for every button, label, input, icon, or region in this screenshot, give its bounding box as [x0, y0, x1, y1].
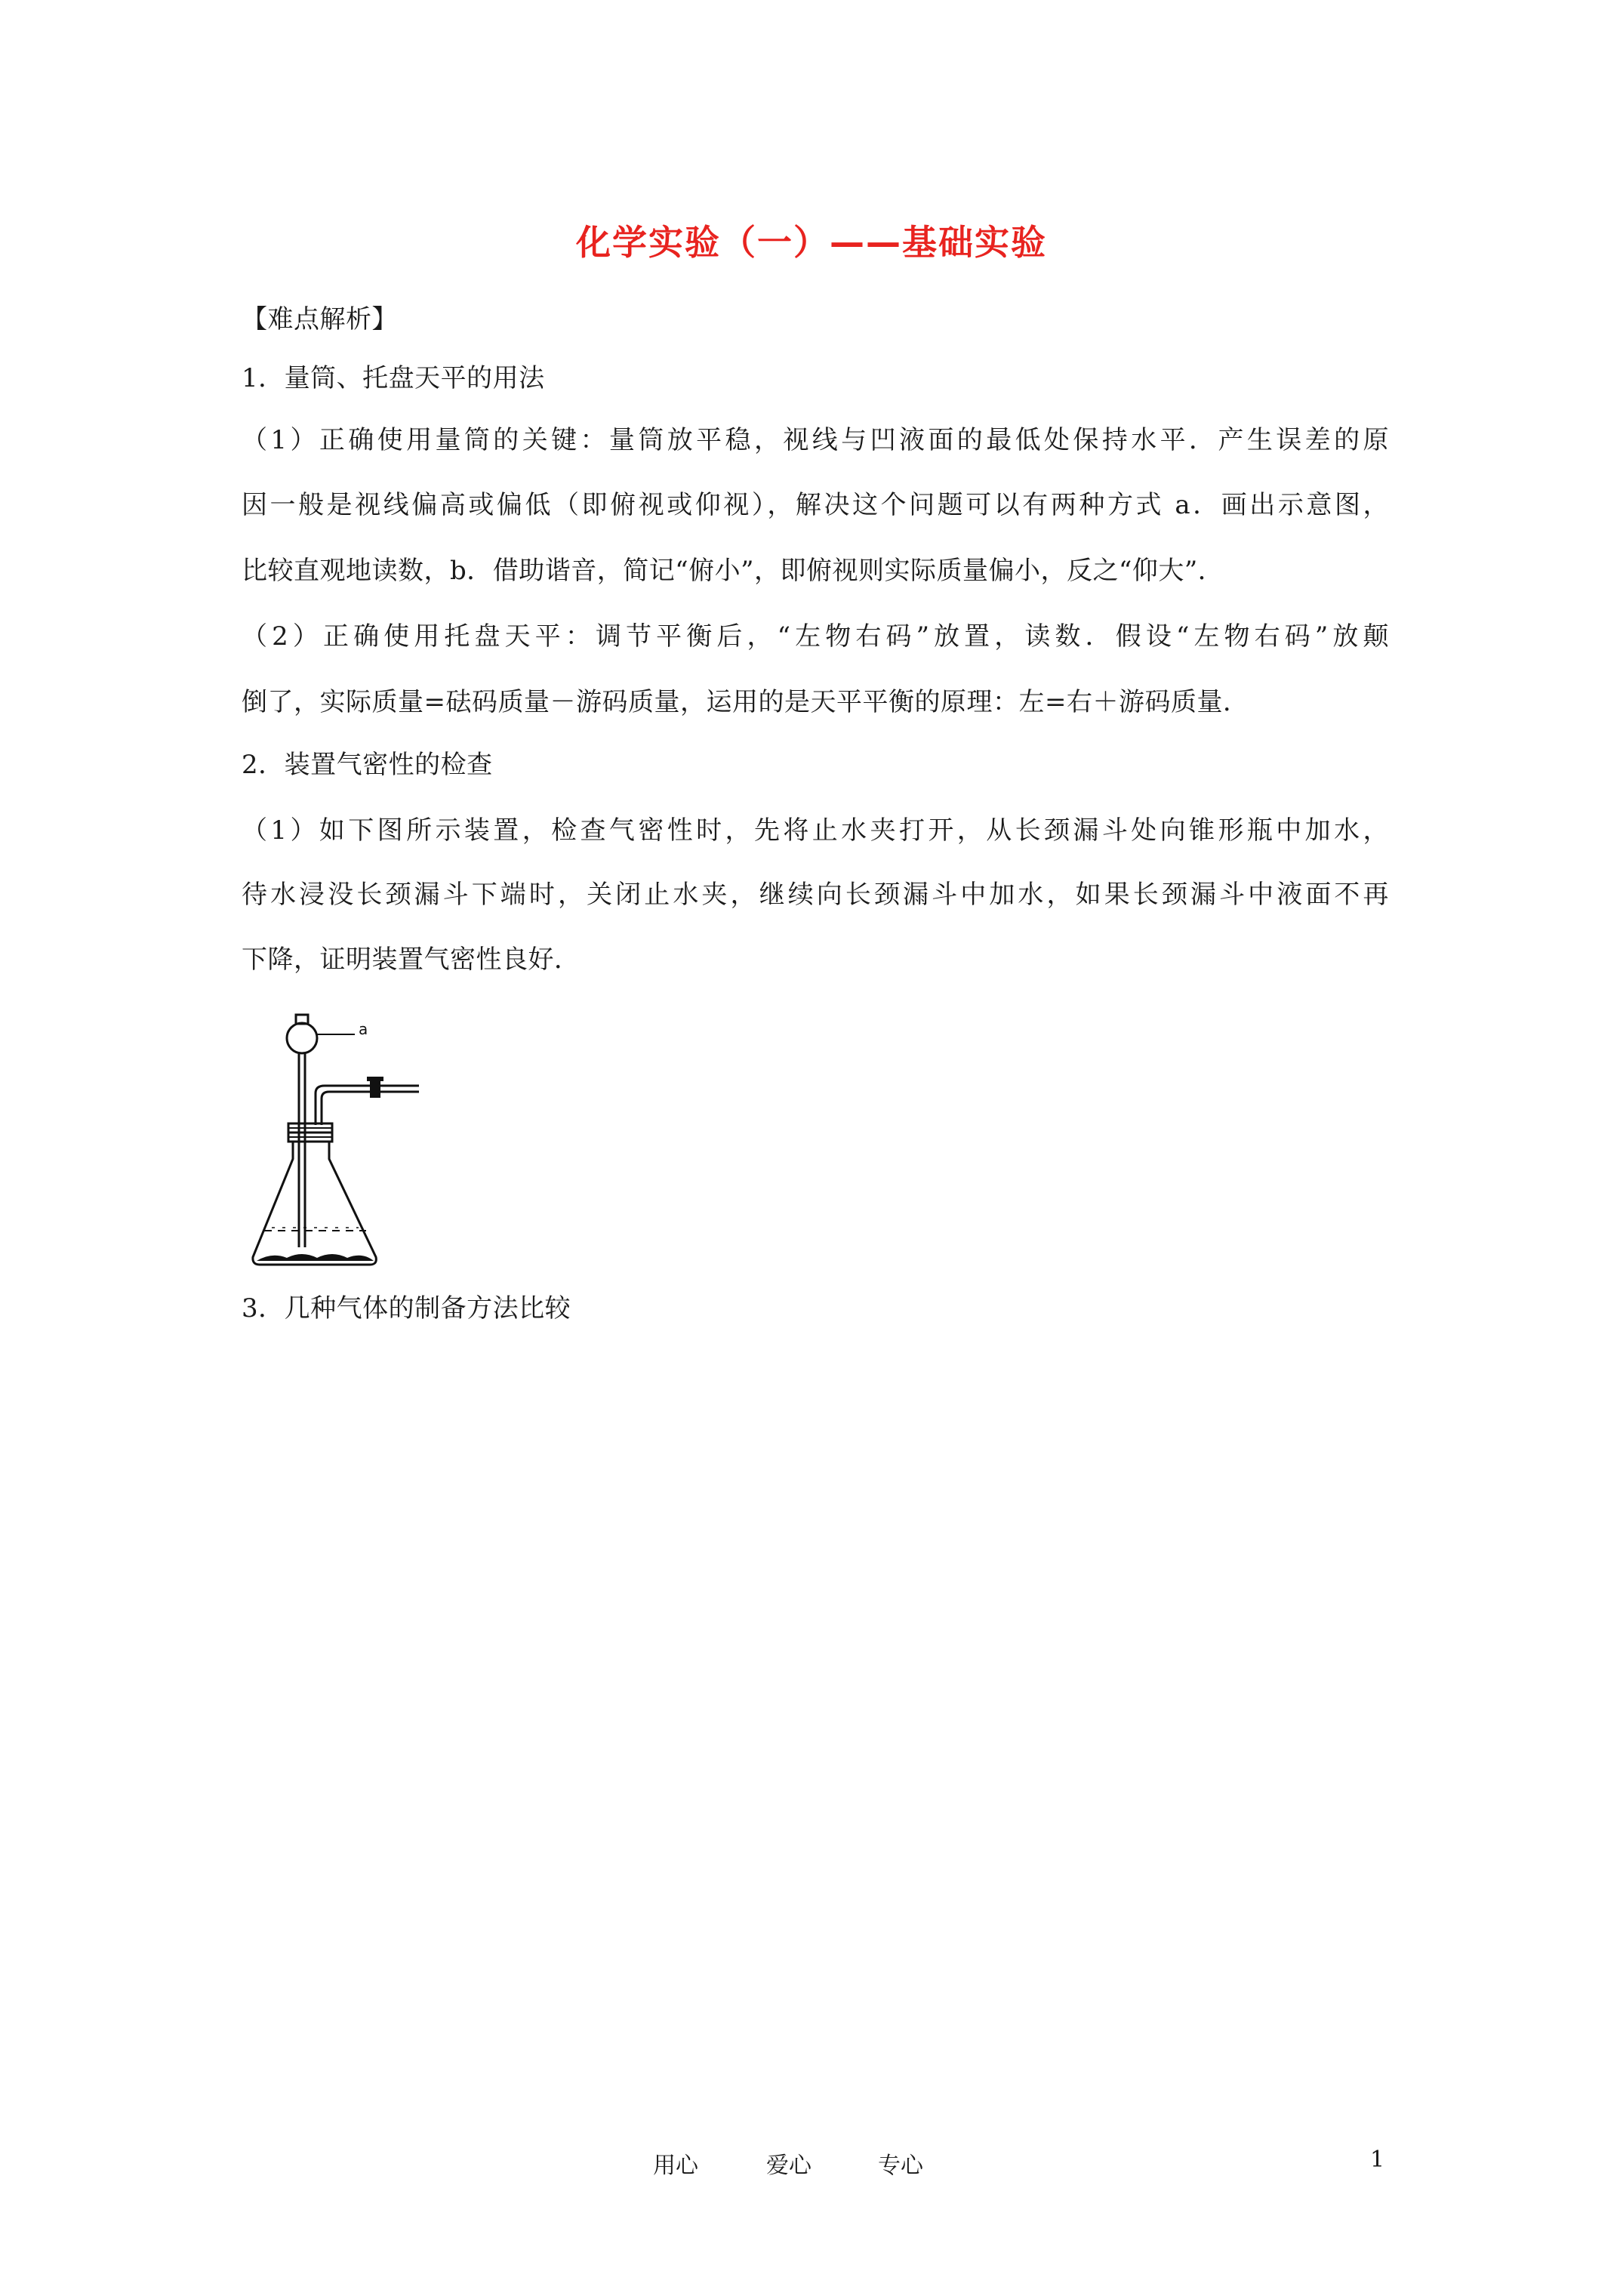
airtightness-apparatus-figure: [242, 1004, 423, 1276]
item1-para2-line2: 倒了，实际质量=砝码质量－游码质量，运用的是天平平衡的原理：左=右＋游码质量．: [242, 687, 1249, 717]
item2-heading: 2．装置气密性的检查: [242, 750, 493, 780]
page-title: 化学实验（一）——基础实验: [576, 222, 1047, 263]
page-number: 1: [1370, 2147, 1385, 2173]
footer-word-3: 专心: [878, 2153, 923, 2179]
item2-para1-line2: 待水浸没长颈漏斗下端时，关闭止水夹，继续向长颈漏斗中加水，如果长颈漏斗中液面不再: [242, 880, 1389, 910]
funnel-bulb-icon: [287, 1023, 317, 1053]
item1-para2-line1: （2）正确使用托盘天平：调节平衡后，“左物右码”放置，读数．假设“左物右码”放颠: [242, 621, 1389, 652]
section-heading: 【难点解析】: [242, 304, 398, 334]
item1-heading: 1．量筒、托盘天平的用法: [242, 363, 545, 393]
conical-flask-icon: [253, 1142, 376, 1265]
footer-word-2: 爱心: [766, 2153, 812, 2179]
water-stop-clamp-icon: [370, 1080, 380, 1098]
item2-para1-line1: （1）如下图所示装置，检查气密性时，先将止水夹打开，从长颈漏斗处向锥形瓶中加水，: [242, 815, 1389, 846]
item3-heading: 3．几种气体的制备方法比较: [242, 1293, 571, 1324]
item1-para1-line2: 因一般是视线偏高或偏低（即俯视或仰视），解决这个问题可以有两种方式 a．画出示意图，: [242, 490, 1389, 520]
item1-para1-line3: 比较直观地读数，b．借助谐音，简记“俯小”，即俯视则实际质量偏小，反之“仰大”．: [242, 556, 1224, 586]
figure-label-a: a: [359, 1020, 368, 1038]
footer-word-1: 用心: [653, 2153, 698, 2179]
item1-para1-line1: （1）正确使用量筒的关键：量筒放平稳，视线与凹液面的最低处保持水平．产生误差的原: [242, 425, 1389, 455]
item2-para1-line3: 下降，证明装置气密性良好．: [242, 945, 581, 975]
